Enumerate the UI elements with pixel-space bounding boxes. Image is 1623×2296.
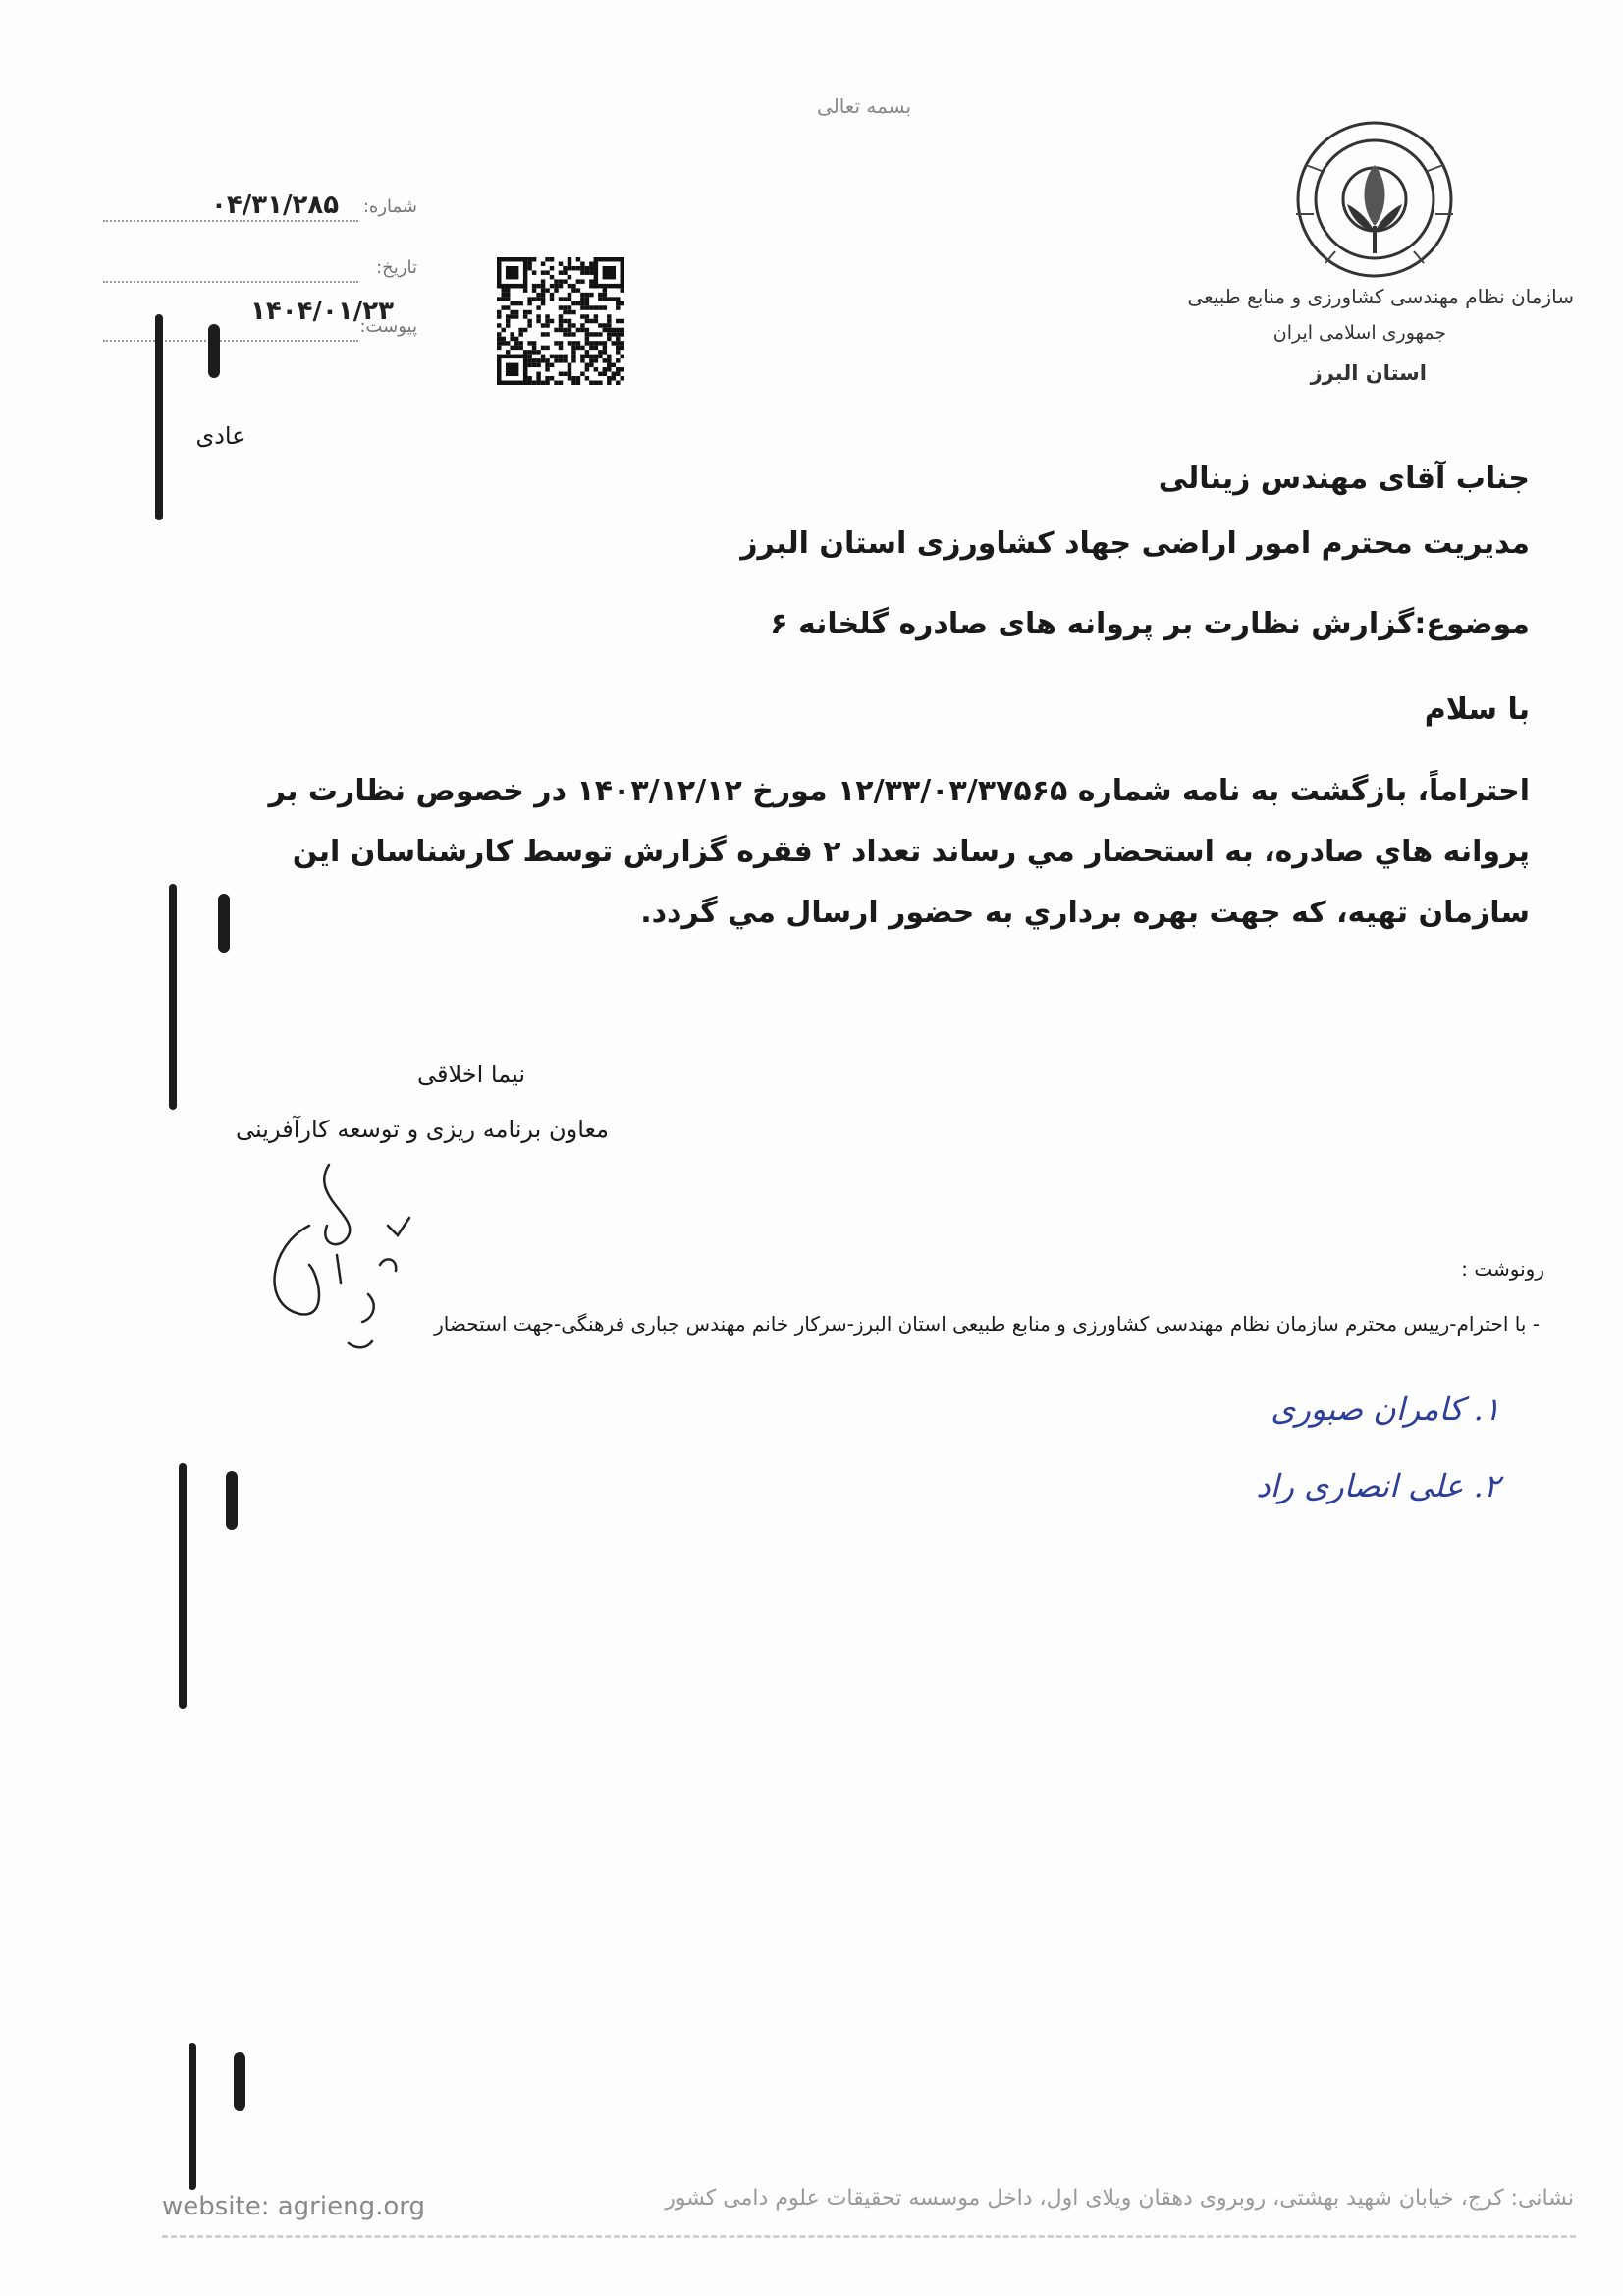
number-value: ۰۴/۳۱/۲۸۵: [211, 191, 340, 220]
letter-subject: موضوع:گزارش نظارت بر پروانه های صادره گلخانه ۶: [770, 607, 1530, 641]
binder-mark: [169, 884, 177, 1110]
binder-mark: [208, 324, 220, 378]
organization-logo: [1267, 106, 1483, 293]
binder-mark: [226, 1471, 238, 1530]
classification-label: عادی: [195, 422, 246, 450]
organization-name: سازمان نظام مهندسی کشاورزی و منابع طبیعی: [1187, 285, 1574, 308]
footer-website: website: agrieng.org: [162, 2192, 425, 2221]
letter-attachment-row: [103, 316, 417, 352]
date-value: ۱۴۰۴/۰۱/۲۳: [250, 297, 394, 326]
handwritten-cc-1: ۱. کامران صبوری: [1271, 1391, 1500, 1428]
date-label: تاریخ:: [376, 257, 417, 278]
number-label: شماره:: [362, 196, 417, 217]
qr-code: [491, 257, 631, 385]
footer-divider: [162, 2235, 1576, 2238]
date-dotted-line: [103, 281, 358, 283]
greeting: با سلام: [1424, 692, 1530, 727]
signatory-name: نیما اخلاقی: [416, 1061, 526, 1088]
bismillah-text: بسمه تعالی: [816, 94, 912, 118]
province-name: استان البرز: [1310, 361, 1427, 385]
binder-mark: [234, 2052, 245, 2111]
binder-mark: [189, 2043, 196, 2190]
recipient-title: مدیریت محترم امور اراضی جهاد کشاورزی استان البرز: [740, 526, 1530, 561]
signatory-title: معاون برنامه ریزی و توسعه کارآفرینی: [236, 1116, 609, 1143]
cc-line: - با احترام-رییس محترم سازمان نظام مهندسی کشاورزی و منابع طبیعی استان البرز-سرکار خانم مهندس جباری فرهنگی-جهت استحضار: [434, 1312, 1540, 1336]
binder-mark: [218, 894, 230, 953]
binder-mark: [179, 1463, 187, 1709]
recipient-name: جناب آقای مهندس زینالی: [1158, 462, 1530, 496]
letter-date-row: [103, 257, 417, 326]
letter-body: احتراماً، بازگشت به نامه شماره ۱۲/۳۳/۰۳/۳۷۵۶۵ مورخ ۱۴۰۳/۱۲/۱۲ در خصوص نظارت بر پروانه هاي صادره، به استحضار مي رساند تعداد ۲ فقره گزارش توسط کارشناسان این سازمان تهیه، که جهت بهره برداري به حضور ارسال مي گردد.: [268, 774, 1530, 930]
number-dotted-line: [103, 220, 358, 222]
handwritten-cc-2: ۲. علی انصاری راد: [1256, 1467, 1500, 1504]
cc-title: رونوشت :: [1461, 1257, 1544, 1281]
letter-number-row: [103, 191, 417, 232]
binder-mark: [155, 314, 163, 520]
footer-address: نشانی: کرج، خیابان شهید بهشتی، روبروی دهقان ویلای اول، داخل موسسه تحقیقات علوم دامی کشور: [665, 2186, 1574, 2211]
attachment-dotted-line: [103, 340, 358, 342]
attachment-label: پیوست:: [359, 316, 417, 337]
country-name: جمهوری اسلامی ایران: [1272, 322, 1446, 344]
handwritten-signature: [250, 1157, 447, 1373]
